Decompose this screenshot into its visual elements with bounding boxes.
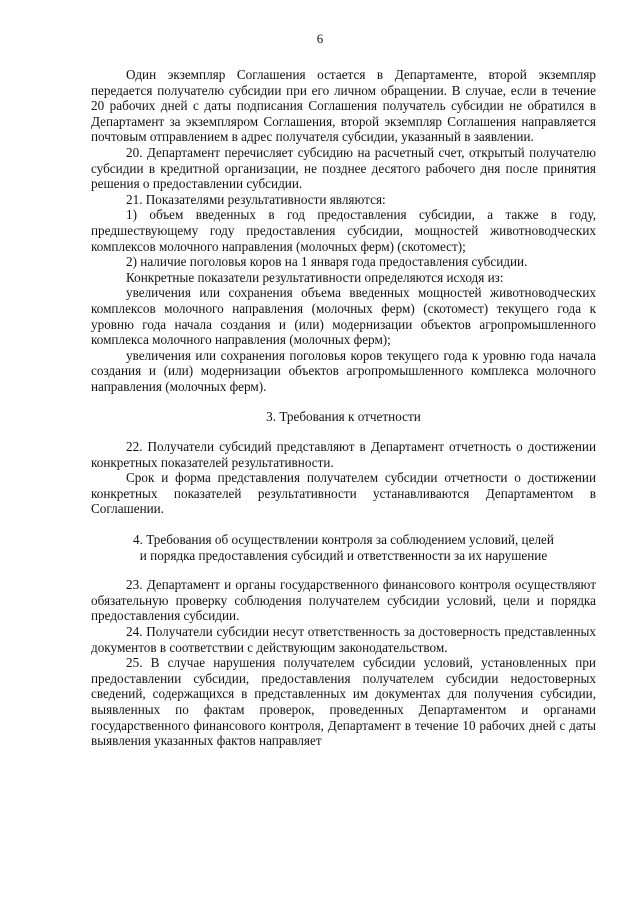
paragraph-24: 24. Получатели субсидии несут ответственность за достоверность представленных документов в соответствии с действующим законодательством. — [91, 624, 596, 655]
paragraph-23: 23. Департамент и органы государственного финансового контроля осуществляют обязательную проверку соблюдения получателем субсидии условий, цели и порядка предоставления субсидии. — [91, 577, 596, 624]
paragraph-20: 20. Департамент перечисляет субсидию на расчетный счет, открытый получателю субсидии в кредитной организации, не позднее десятого рабочего дня после принятия решения о предоставлении субсидии. — [91, 144, 596, 192]
paragraph-21-item-2: 2) наличие поголовья коров на 1 января года предоставления субсидии. — [126, 254, 528, 270]
paragraph-21: 21. Показателями результативности являются: — [126, 191, 386, 207]
page-number: 6 — [316, 31, 324, 46]
section-4-heading-line-1: 4. Требования об осуществлении контроля за соблюдением условий, целей — [133, 532, 554, 548]
paragraph-21-item-1: 1) объем введенных в год предоставления субсидии, а также в году, предшествующему году предоставления субсидии, мощностей животноводческих комплексов молочного направления (молочных ферм) (скотомест); — [91, 207, 596, 254]
document-body — [91, 67, 596, 749]
paragraph-25: 25. В случае нарушения получателем субсидии условий, установленных при предоставлении субсидии, предоставления получателем субсидии недостоверных сведений, содержащихся в представленных им документах для получения субсидии, выявленных по фактам проверок, проведенных Департаментом и органами государственного финансового контроля, Департамент в течение 10 рабочих дней с даты выявления указанных фактов направляет — [91, 655, 596, 749]
paragraph-livestock-increase: увеличения или сохранения поголовья коров текущего года к уровню года начала создания и (или) модернизации объектов агропромышленного комплекса молочного направления (молочных ферм). — [91, 347, 596, 394]
section-4-heading — [91, 532, 596, 563]
section-4-heading-line-2: и порядка предоставления субсидий и ответственности за их нарушение — [139, 547, 548, 563]
paragraph-reporting-terms: Срок и форма представления получателем субсидии отчетности о достижении конкретных показателей результативности устанавливаются Департаментом в Соглашении. — [91, 470, 596, 517]
paragraph-agreement-copy: Один экземпляр Соглашения остается в Департаменте, второй экземпляр передается получателю субсидии при его личном обращении. В случае, если в течение 20 рабочих дней с даты подписания Соглашения получатель субсидии не обратился в Департамент за экземпляром Соглашения, второй экземпляр Соглашения направляется почтовым отправлением в адрес получателя субсидии, указанный в заявлении. — [91, 67, 596, 145]
paragraph-22: 22. Получатели субсидий представляют в Департамент отчетность о достижении конкретных показателей результативности. — [91, 439, 596, 470]
section-3-heading: 3. Требования к отчетности — [266, 409, 421, 425]
paragraph-specific-indicators: Конкретные показатели результативности определяются исходя из: — [126, 269, 504, 285]
paragraph-capacity-increase: увеличения или сохранения объема введенных мощностей животноводческих комплексов молочного направления (молочных ферм) (скотомест) текущего года к уровню года начала создания и (или) модернизации объектов агропромышленного комплекса молочного направления (молочных ферм); — [91, 285, 596, 348]
